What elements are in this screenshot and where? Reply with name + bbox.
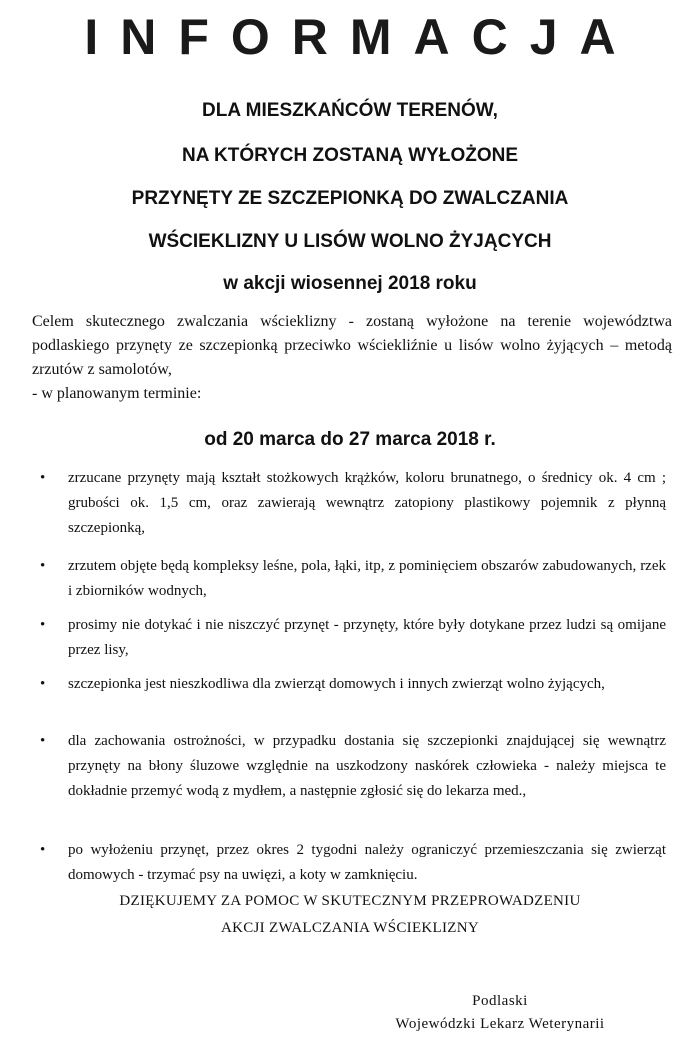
list-item <box>40 554 666 604</box>
header-line-5: w akcji wiosennej 2018 roku <box>223 273 477 294</box>
list-item <box>40 838 666 888</box>
bullet-icon: • <box>40 842 46 858</box>
list-item-text: prosimy nie dotykać i nie niszczyć przynęt - przynęty, które były dotykane przez ludzi są omijane przez lisy, <box>68 617 666 658</box>
campaign-dates: od 20 marca do 27 marca 2018 r. <box>204 429 496 450</box>
list-item <box>40 729 666 804</box>
document-title: INFORMACJA <box>84 9 638 65</box>
list-item <box>40 466 666 541</box>
header-line-1: DLA MIESZKAŃCÓW TERENÓW, <box>202 100 498 121</box>
bullet-icon: • <box>40 470 46 486</box>
bullet-icon: • <box>40 733 46 749</box>
header-line-3: PRZYNĘTY ZE SZCZEPIONKĄ DO ZWALCZANIA <box>131 188 569 209</box>
list-item-text: po wyłożeniu przynęt, przez okres 2 tygodni należy ograniczyć przemieszczania się zwierząt domowych - trzymać psy na uwięzi, a koty w zamknięciu. <box>68 842 666 883</box>
list-item-text: zrzucane przynęty mają kształt stożkowych krążków, koloru brunatnego, o średnicy ok. 4 cm ; grubości ok. 1,5 cm, oraz zawierają wewnątrz zatopiony plastikowy pojemnik z płynną szczepionką, <box>68 470 666 536</box>
header-line-2: NA KTÓRYCH ZOSTANĄ WYŁOŻONE <box>182 145 518 166</box>
list-item <box>40 613 666 663</box>
bullet-icon: • <box>40 558 46 574</box>
list-item <box>40 672 666 697</box>
intro-text <box>32 310 672 406</box>
closing-line-1: DZIĘKUJEMY ZA POMOC W SKUTECZNYM PRZEPROWADZENIU <box>119 893 581 909</box>
intro-paragraph: Celem skutecznego zwalczania wścieklizny - zostaną wyłożone na terenie województwa podlaskiego przynęty ze szczepionką przeciwko wściekliźnie u lisów wolno żyjących – metodą zrzutów z samolotów, <box>32 313 672 378</box>
bullet-icon: • <box>40 617 46 633</box>
bullet-icon: • <box>40 676 46 692</box>
header-line-4: WŚCIEKLIZNY U LISÓW WOLNO ŻYJĄCYCH <box>148 231 552 252</box>
list-item-text: szczepionka jest nieszkodliwa dla zwierząt domowych i innych zwierząt wolno żyjących, <box>68 676 605 692</box>
signature-line-1: Podlaski <box>472 993 528 1009</box>
closing-line-2: AKCJI ZWALCZANIA WŚCIEKLIZNY <box>220 920 480 936</box>
intro-term-line: - w planowanym terminie: <box>32 385 202 402</box>
signature-line-2: Wojewódzki Lekarz Weterynarii <box>395 1016 605 1032</box>
list-item-text: dla zachowania ostrożności, w przypadku dostania się szczepionki znajdującej się wewnątrz przynęty na błony śluzowe względnie na uszkodzony naskórek człowieka - należy miejsca te dokładnie przemyć wodą z mydłem, a następnie zgłosić się do lekarza med., <box>68 733 666 799</box>
list-item-text: zrzutem objęte będą kompleksy leśne, pola, łąki, itp, z pominięciem obszarów zabudowanych, rzek i zbiorników wodnych, <box>68 558 666 599</box>
